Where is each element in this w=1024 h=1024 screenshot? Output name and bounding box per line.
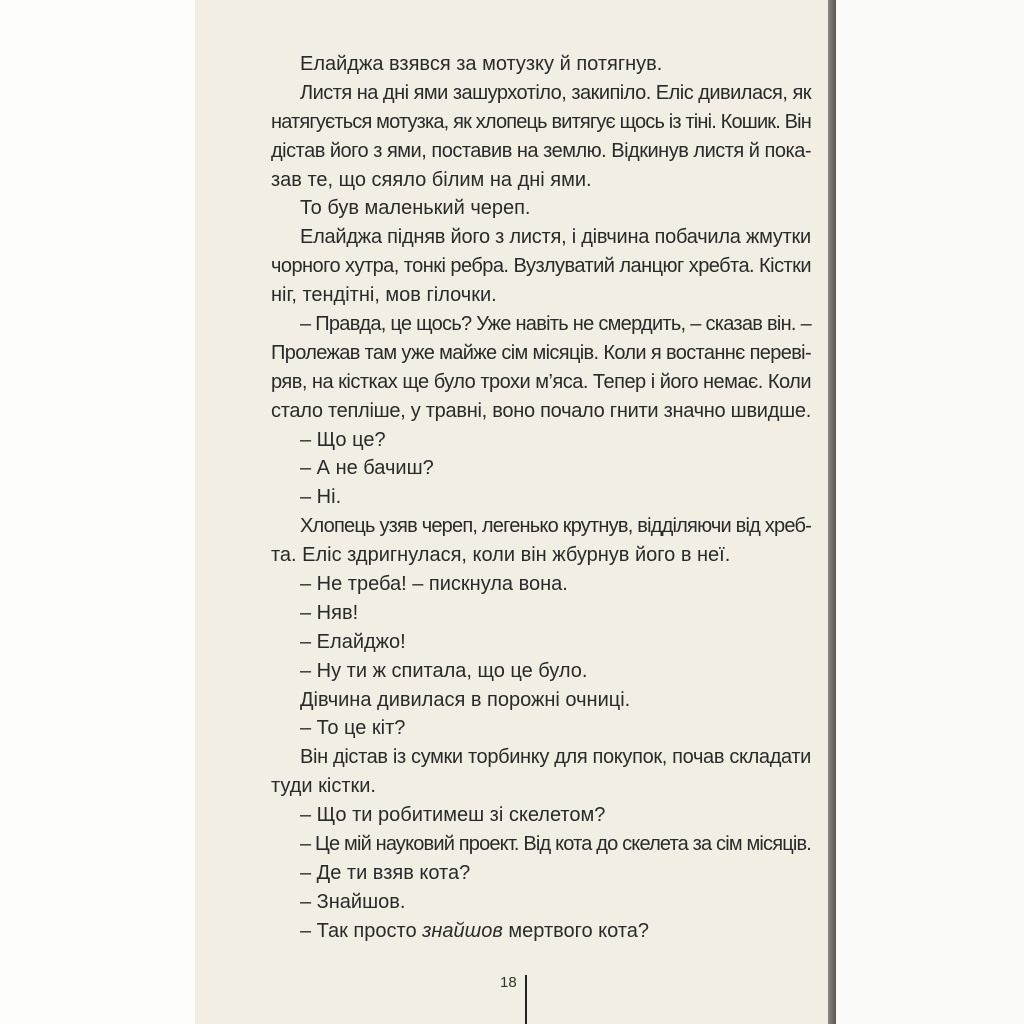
text-line xyxy=(271,137,811,166)
text-line-content: Елайджа взявся за мотузку й потягнув. xyxy=(300,53,663,75)
text-line xyxy=(271,79,811,108)
text-line-content: стало тепліше, у травні, воно почало гнити значно швидше. xyxy=(271,399,811,422)
text-line-content: зав те, що сяяло білим на дні ями. xyxy=(271,168,592,191)
text-line-content: та. Еліс здригнулася, коли він жбурнув його в неї. xyxy=(271,544,731,567)
text-line-content: – Ну ти ж спитала, що це було. xyxy=(300,659,588,682)
text-line xyxy=(271,426,811,455)
text-line-content: Хлопець узяв череп, легенько крутнув, відділяючи від хреб- xyxy=(300,515,811,538)
text-line-content: – А не бачиш? xyxy=(300,457,434,480)
text-line xyxy=(271,397,811,426)
text-line xyxy=(271,859,811,888)
text-line-content: натягується мотузка, як хлопець витягує щось із тіні. Кошик. Він xyxy=(271,110,811,133)
page-edge-shadow xyxy=(828,0,836,1024)
text-line xyxy=(271,281,811,310)
text-line-content: – Елайджо! xyxy=(300,630,406,653)
text-line xyxy=(271,628,811,657)
text-line xyxy=(271,541,811,570)
text-line xyxy=(271,194,811,223)
text-line xyxy=(271,512,811,541)
text-span: – Так просто xyxy=(300,920,423,942)
text-span: мертвого кота? xyxy=(502,920,650,942)
text-line xyxy=(271,166,811,195)
text-line-content: – Де ти взяв кота? xyxy=(300,861,471,884)
text-line-content: ніг, тендітні, мов гілочки. xyxy=(271,284,497,307)
text-line xyxy=(271,743,811,772)
text-line-content: чорного хутра, тонкі ребра. Вузлуватий ланцюг хребта. Кістки xyxy=(271,255,811,278)
text-line xyxy=(271,108,811,137)
text-line-content: – Що це? xyxy=(300,428,386,451)
body-text xyxy=(271,50,811,917)
text-line xyxy=(271,50,811,79)
text-line-content: – Не треба! – пискнула вона. xyxy=(300,573,568,596)
text-line xyxy=(271,454,811,483)
text-line-content xyxy=(300,917,649,946)
page-number-rule xyxy=(525,975,527,1024)
text-line xyxy=(271,917,811,946)
text-line-content: – Ні. xyxy=(300,486,342,509)
text-line-content: – Няв! xyxy=(300,601,359,624)
text-line-content: – Правда, це щось? Уже навіть не смердить, – сказав він. – xyxy=(300,313,811,336)
text-line-content: Листя на дні ями зашурхотіло, закипіло. Еліс дивилася, як xyxy=(300,81,811,104)
text-line xyxy=(271,686,811,715)
text-line-content: дістав його з ями, поставив на землю. Відкинув листя й пока- xyxy=(271,139,811,162)
text-line xyxy=(271,830,811,859)
text-line xyxy=(271,570,811,599)
text-line-content: Він дістав із сумки торбинку для покупок, почав складати xyxy=(300,746,811,769)
text-line-content: туди кістки. xyxy=(271,775,376,798)
text-line-content: – Знайшов. xyxy=(300,890,406,913)
text-line-content: Елайджа підняв його з листя, і дівчина побачила жмутки xyxy=(300,226,811,249)
text-line xyxy=(271,310,811,339)
text-line xyxy=(271,599,811,628)
text-line xyxy=(271,223,811,252)
scan-background xyxy=(836,0,1024,1024)
text-line-content: То був маленький череп. xyxy=(300,197,531,220)
text-line-content: Дівчина дивилася в порожні очниці. xyxy=(300,688,631,711)
page-number: 18 xyxy=(500,974,517,991)
text-line xyxy=(271,888,811,917)
italic-word: знайшов xyxy=(422,920,503,942)
text-line-content: ряв, на кістках ще було трохи м’яса. Тепер і його немає. Коли xyxy=(271,370,811,393)
text-line xyxy=(271,252,811,281)
text-line xyxy=(271,772,811,801)
text-line xyxy=(271,657,811,686)
text-line-content: Пролежав там уже майже сім місяців. Коли я востаннє переві- xyxy=(271,341,811,364)
text-line xyxy=(271,714,811,743)
text-line xyxy=(271,368,811,397)
body-text-last xyxy=(271,917,811,946)
text-line-content: – Це мій науковий проект. Від кота до скелета за сім місяців. xyxy=(300,833,811,856)
text-line-content: – Що ти робитимеш зі скелетом? xyxy=(300,804,606,827)
text-line xyxy=(271,339,811,368)
text-line xyxy=(271,483,811,512)
text-line xyxy=(271,801,811,830)
text-line-content: – То це кіт? xyxy=(300,717,406,740)
